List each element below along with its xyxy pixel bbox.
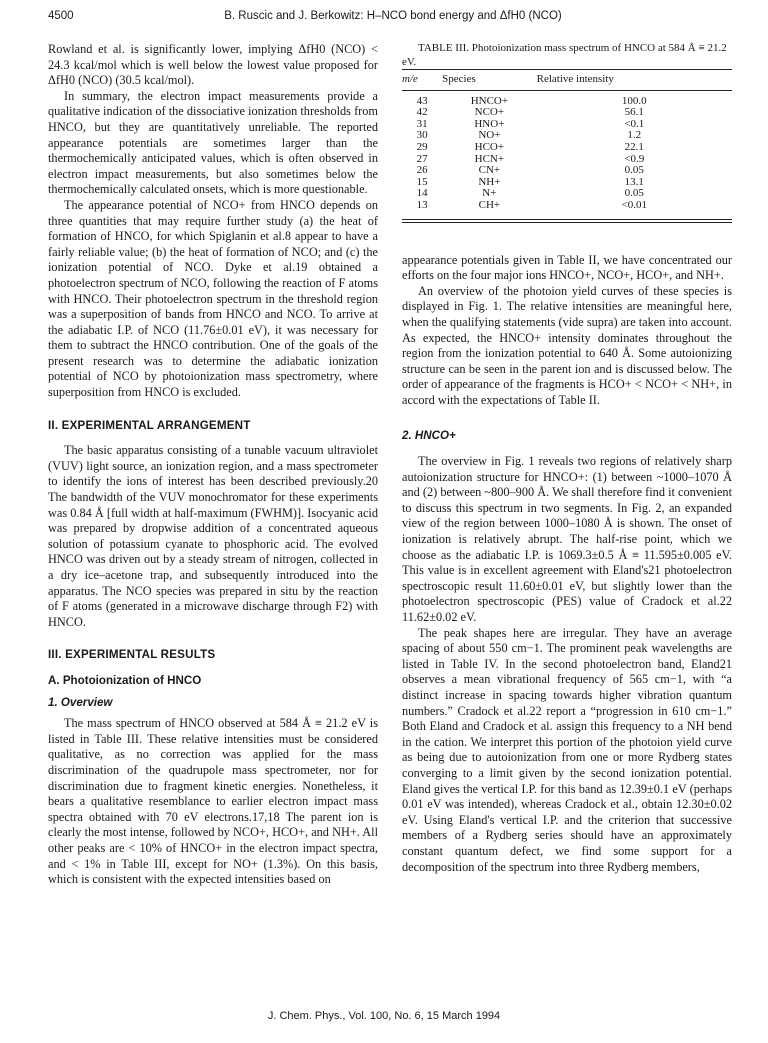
table-cell: HNO+	[474, 117, 505, 130]
table-row	[402, 119, 732, 131]
table-cell: 1.2	[627, 129, 642, 142]
right-column	[402, 42, 732, 875]
subsection-heading: A. Photoionization of HNCO	[48, 673, 202, 687]
table-header-row	[402, 70, 732, 91]
table-cell: <0.1	[624, 117, 645, 130]
running-title: B. Ruscic and J. Berkowitz: H–NCO bond energy and ΔfH0 (NCO)	[224, 10, 562, 22]
table-row	[402, 107, 732, 119]
table-cell: NCO+	[474, 106, 505, 119]
section-heading: III. EXPERIMENTAL RESULTS	[48, 648, 216, 662]
paragraph: Rowland et al. is significantly lower, implying ΔfH0 (NCO) < 24.3 kcal/mol which is well below the lowest value proposed for ΔfH0 (NCO) (30.5 kcal/mol).	[48, 42, 378, 88]
table-cell: 13.1	[624, 175, 644, 188]
table-row	[402, 188, 732, 200]
table-cell: 27	[416, 152, 428, 165]
table-cell: CN+	[478, 164, 501, 177]
table-caption: TABLE III. Photoionization mass spectrum of HNCO at 584 Å ≡ 21.2 eV.	[402, 42, 727, 68]
table-cell: NO+	[478, 129, 501, 142]
table-cell: 43	[416, 94, 428, 107]
table-cell: CH+	[442, 200, 536, 219]
subsubsection-heading: 1. Overview	[48, 695, 113, 709]
table-cell: HCN+	[474, 152, 505, 165]
mass-spectrum-table	[402, 69, 732, 220]
paragraph: The basic apparatus consisting of a tunable vacuum ultraviolet (VUV) light source, an ionization region, and a mass spectrometer to identify the ions of interest has been described previously.20 The bandwidth of the VUV monochromator for these experiments was 0.84 Å [full width at half-maximum (FWHM)]. Isocyanic acid was prepared by dropwise addition of a concentrated aqueous solution of potassium cyanate to phosphoric acid. The evolved HNCO was driven out by a steady stream of nitrogen, collected in a dry ice–acetone trap, and subsequently introduced into the apparatus. The NCO species was prepared in situ by the reaction of F atoms (generated in a microwave discharge through F2) with HNCO.	[48, 443, 378, 629]
journal-footer: J. Chem. Phys., Vol. 100, No. 6, 15 March 1994	[267, 1010, 501, 1022]
paragraph: The peak shapes here are irregular. They have an average spacing of about 550 cm−1. The prominent peak wavelengths are listed in Table IV. In the second photoelectron band, Eland21 observes a mean vibrational frequency of 565 cm−1, with “a distinct increase in spacing towards higher vibration quantum numbers.” Cradock et al.22 report a “progression in 610 cm−1.” Both Eland and Cradock et al. assign this frequency to a NH bend in the cation. We interpret this portion of the photoion yield curve as being due to autoionization from one or more Rydberg states converging to a limit given by the second ionization potential. Eland gives the vertical I.P. for this band as 12.39±0.1 eV (perhaps 0.01 eV was intended), whereas Cradock et al., obtain 12.30±0.02 eV. Using Eland's vertical I.P. and the criterion that successive members of a Rydberg series should have an approximately constant quantum defect, we find some support for a decomposition of the spectrum into three Rydberg members,	[402, 625, 732, 874]
table-cell: 100.0	[621, 94, 647, 107]
table-cell: 0.05	[624, 164, 644, 177]
section-heading: II. EXPERIMENTAL ARRANGEMENT	[48, 418, 251, 432]
page-number: 4500	[48, 10, 74, 22]
paragraph: The overview in Fig. 1 reveals two regions of relatively sharp autoionization structure for HNCO+: (1) between ~1000–1070 Å and (2) between ~800–900 Å. We shall therefore find it convenient to discuss this spectrum in two segments. In Fig. 2, an expanded view of the region between 1000–1080 Å is shown. The onset of ionization is relatively abrupt. The half-rise point, which we choose as the adiabatic I.P. is 1069.3±0.5 Å ≡ 11.595±0.005 eV. This value is in excellent agreement with Eland's21 photoelectron spectroscopic result 11.60±0.01 eV, but slightly lower than the photoelectron spectroscopic (PES) value of Cradock et al.22 11.62±0.02 eV.	[402, 454, 732, 624]
table-row	[402, 130, 732, 142]
table-row	[402, 142, 732, 154]
table-cell: HNCO+	[470, 94, 509, 107]
paragraph: An overview of the photoion yield curves of these species is displayed in Fig. 1. The relative intensities are meaningful here, when the qualifying statements (vide supra) are taken into account. As expected, the HNCO+ intensity dominates throughout the region from the ionization potential to 640 Å. Some autoionizing structure can be seen in the parent ion and is discussed below. The order of appearance of the fragments is HCO+ < NCO+ < NH+, in accord with the expectations of Table II.	[402, 283, 732, 407]
paragraph: The mass spectrum of HNCO observed at 584 Å ≡ 21.2 eV is listed in Table III. These relative intensities must be considered qualitative, as no correction was applied for the mass discrimination of the quadrupole mass spectrometer, nor for discrimination due to fragment kinetic energies. Nonetheless, it bears a qualitative resemblance to earlier electron impact mass spectra obtained with 70 eV electrons.17,18 The parent ion is clearly the most intense, followed by NCO+, HCO+, and NH+. All other peaks are < 10% of HNCO+ in the electron impact spectra, and < 1% in Table III, except for NO+ (1.3%). On this basis, which is consistent with the expected intensities based on	[48, 716, 378, 887]
table-cell: 42	[416, 106, 428, 119]
running-header	[48, 10, 738, 30]
table-cell: 29	[416, 140, 428, 153]
table-cell: NH+	[478, 175, 501, 188]
paragraph: appearance potentials given in Table II, we have concentrated our efforts on the four major ions HNCO+, NCO+, HCO+, and NH+.	[402, 252, 732, 283]
table-cell: 13	[402, 200, 442, 219]
table-cell: 30	[416, 129, 428, 142]
table-row	[402, 177, 732, 189]
subsubsection-heading: 2. HNCO+	[402, 429, 456, 443]
column-header: Relative intensity	[537, 70, 732, 91]
left-column	[48, 42, 378, 888]
paragraph: The appearance potential of NCO+ from HNCO depends on three quantities that may require further study (a) the heat of formation of HNCO, for which Spiglanin et al.8 appear to have a fairly reliable value; (b) the heat of formation of NCO; and (c) the ionization potential of NCO. Dyke et al.19 obtained a photoelectron spectrum of NCO, following the reaction of F atoms with HNCO. Their photoelectron spectrum in the threshold region was a superposition of bands from HNCO and NCO. To arrive at the adiabatic I.P. of NCO (11.76±0.01 eV), it was necessary for them to subtract the HNCO contribution. One of the goals of the present research was to determine the adiabatic ionization potential of NCO by photoionization mass spectrometry, where superposition from HNCO is excluded.	[48, 197, 378, 400]
table-cell: 0.05	[624, 187, 644, 200]
table-cell: <0.01	[537, 200, 732, 219]
paragraph: In summary, the electron impact measurements provide a qualitative indication of the dissociative ionization thresholds from HNCO, but they are quantitatively unreliable. The reported appearance potentials are sometimes larger than the thermochemically anticipated values, which is often observed in electron impact measurements, but also sometimes below the thermochemically calculated onsets, which is more questionable.	[48, 88, 378, 197]
table-row	[402, 154, 732, 166]
table-cell: HCO+	[474, 140, 505, 153]
table-cell: N+	[482, 187, 497, 200]
table-cell: 56.1	[624, 106, 644, 119]
table-cell: 31	[416, 117, 428, 130]
table-row	[402, 165, 732, 177]
table-cell: 15	[416, 175, 428, 188]
table-row	[402, 200, 732, 219]
table-cell: 22.1	[624, 140, 644, 153]
table-block	[402, 42, 732, 223]
table-row	[402, 90, 732, 107]
table-cell: 14	[416, 187, 428, 200]
column-header: m/e	[402, 70, 442, 91]
table-cell: 26	[416, 164, 428, 177]
table-cell: <0.9	[624, 152, 645, 165]
column-header: Species	[442, 70, 536, 91]
